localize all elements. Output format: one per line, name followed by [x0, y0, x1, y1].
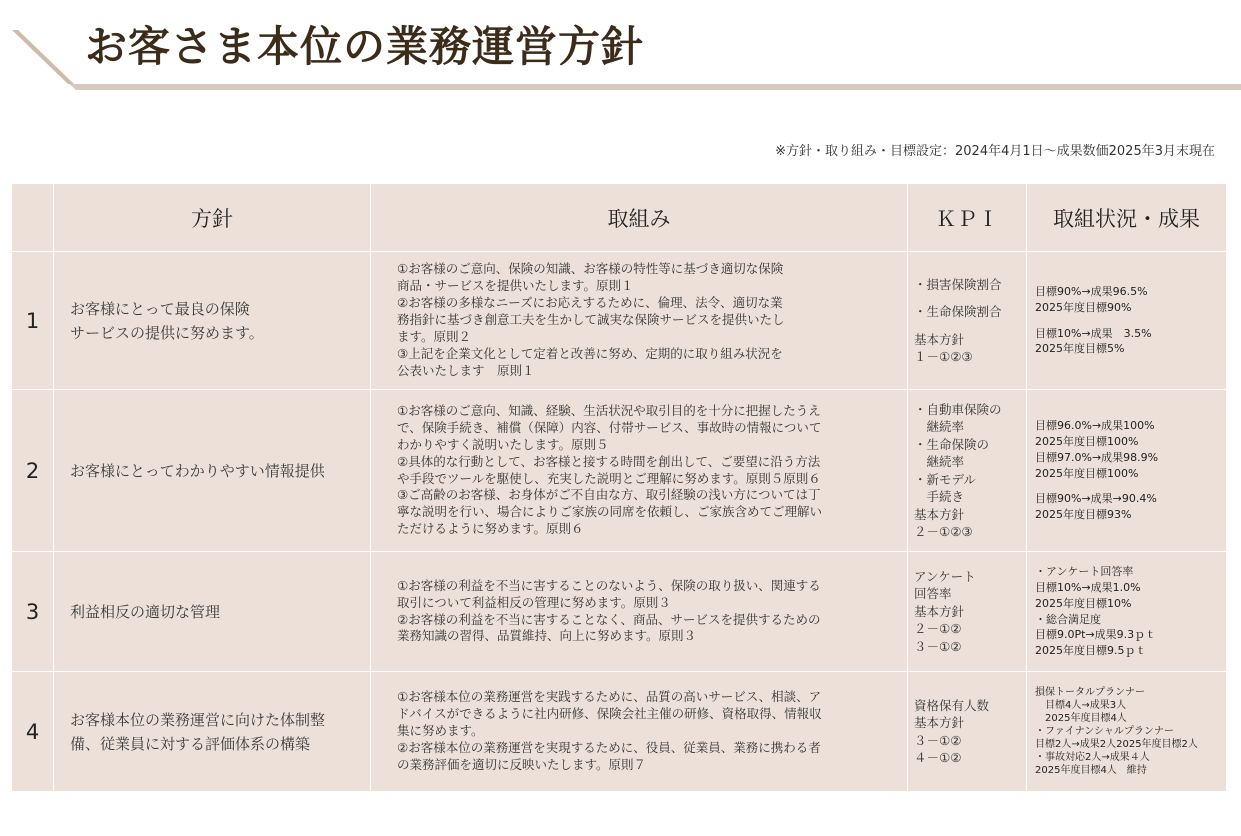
kpi-line: ・生命保険割合 — [914, 304, 1002, 319]
kpi-line — [914, 321, 1022, 331]
kpi-line: ・損害保険割合 — [914, 276, 1002, 292]
action-line: ③ご高齢のお客様、お身体がご不自由な方、取引経験の浅い方については丁 — [397, 487, 821, 503]
result-line — [1035, 481, 1222, 491]
kpi-line: ・新モデル — [914, 471, 976, 487]
action-line: ただけるように努めます。原則６ — [397, 521, 584, 537]
table-row — [12, 672, 1227, 792]
row-number: 2 — [12, 390, 54, 552]
action-line: で、保険手続き、補償（保障）内容、付帯サービス、事故時の情報について — [397, 419, 822, 435]
result-line: 2025年度目標93% — [1035, 508, 1132, 522]
policy-table — [11, 183, 1227, 792]
result-line: 2025年度目標4人 維持 — [1035, 765, 1147, 776]
action-line: ②具体的な行動として、お客様と接する時間を創出して、ご要望に沿う方法 — [397, 453, 821, 469]
action-line: や手段でツールを駆使し、充実した説明とご理解に努めます。原則５原則６ — [397, 470, 821, 486]
title-slash-line — [12, 30, 74, 84]
kpi-line: 基本方針 — [914, 715, 965, 730]
action-cell — [371, 390, 908, 552]
result-line: 2025年度目標5% — [1035, 342, 1125, 356]
kpi-line: １－①②③ — [914, 349, 973, 364]
kpi-cell — [908, 672, 1027, 792]
result-line: 目標97.0%→成果98.9% — [1035, 450, 1159, 464]
result-line: 2025年度目標100% — [1035, 434, 1139, 448]
result-line: 目標9.0Pt→成果9.3ｐｔ — [1035, 628, 1157, 642]
action-line: 業務知識の習得、品質維持、向上に努めます。原則３ — [397, 628, 697, 644]
result-cell — [1027, 390, 1227, 552]
policy-cell — [54, 672, 371, 792]
policy-line: お客様にとって最良の保険 — [70, 299, 250, 318]
kpi-line: ２－①② — [914, 621, 962, 637]
action-cell — [371, 672, 908, 792]
result-line: 2025年度目標10% — [1035, 596, 1132, 610]
action-line: ドバイスができるように社内研修、保険会社主催の研修、資格取得、情報収 — [397, 706, 822, 722]
result-line: ・事故対応2人→成果４人 — [1035, 752, 1150, 763]
result-cell — [1027, 552, 1227, 672]
kpi-line: 基本方針 — [914, 331, 965, 347]
policy-cell — [54, 390, 371, 552]
period-note: ※方針・取り組み・目標設定：2024年4月1日～成果数価2025年3月末現在 — [775, 144, 1215, 159]
kpi-line: ２－①②③ — [914, 524, 973, 539]
header-result: 取組状況・成果 — [1027, 184, 1227, 252]
policy-line: サービスの提供に努めます。 — [70, 323, 264, 342]
result-line: 目標4人→成果3人 — [1035, 700, 1127, 711]
kpi-line: 手続き — [914, 489, 965, 504]
result-cell — [1027, 252, 1227, 390]
header-kpi: ＫＰＩ — [908, 184, 1027, 252]
kpi-line: 継続率 — [914, 419, 965, 434]
action-line: ②お客様の多様なニーズにお応えするために、倫理、法令、適切な業 — [397, 295, 783, 311]
action-line: ②お客様の利益を不当に害することなく、商品、サービスを提供するための — [397, 611, 821, 627]
action-line: 寧な説明を行い、場合によりご家族の同席を依頼し、ご家族含めてご理解い — [397, 504, 823, 520]
action-cell — [371, 552, 908, 672]
kpi-line: ３－①② — [914, 638, 962, 654]
kpi-line: 継続率 — [914, 454, 965, 469]
table-header-row — [12, 184, 1227, 252]
kpi-cell — [908, 390, 1027, 552]
kpi-line — [914, 293, 1022, 303]
kpi-line: ４－①② — [914, 750, 962, 765]
kpi-line: 回答率 — [914, 586, 952, 602]
table-row — [12, 552, 1227, 672]
policy-line: 利益相反の適切な管理 — [70, 602, 221, 621]
kpi-line: ・自動車保険の — [914, 401, 1002, 417]
result-line: 2025年度目標100% — [1035, 466, 1139, 480]
action-line: の業務評価を適切に反映いたします。原則７ — [397, 756, 647, 772]
action-line: ①お客様のご意向、知識、経験、生活状況や取引目的を十分に把握したうえ — [397, 403, 821, 418]
result-line: 損保トータルプランナー — [1035, 687, 1145, 698]
policy-line: お客様本位の業務運営に向けた体制整 — [70, 710, 326, 729]
result-line — [1035, 316, 1222, 326]
result-line: ・ファイナンシャルプランナー — [1035, 726, 1174, 737]
kpi-line: 基本方針 — [914, 506, 965, 522]
action-line: 集に努めます。 — [397, 723, 484, 739]
action-cell — [371, 252, 908, 390]
table-body — [12, 252, 1227, 792]
kpi-cell — [908, 552, 1027, 672]
page-title: お客さま本位の業務運営方針 — [85, 22, 645, 71]
action-line: ①お客様のご意向、保険の知識、お客様の特性等に基づき適切な保険 — [397, 261, 784, 277]
action-line: 取引について利益相反の管理に努めます。原則３ — [397, 594, 671, 610]
policy-cell — [54, 252, 371, 390]
result-line: 目標10%→成果1.0% — [1035, 580, 1141, 594]
header-number — [12, 184, 54, 252]
row-number: 1 — [12, 252, 54, 390]
kpi-line: 資格保有人数 — [914, 697, 990, 713]
result-line: 目標96.0%→成果100% — [1035, 418, 1155, 432]
kpi-cell — [908, 252, 1027, 390]
result-line: 2025年度目標90% — [1035, 300, 1132, 314]
row-number: 3 — [12, 552, 54, 672]
action-line: 務指針に基づき創意工夫を生かして誠実な保険サービスを提供いたし — [397, 312, 785, 328]
table-row — [12, 252, 1227, 390]
result-line: 目標10%→成果 3.5% — [1035, 326, 1152, 340]
row-number: 4 — [12, 672, 54, 792]
result-line: 2025年度目標4人 — [1035, 713, 1127, 724]
kpi-line: ３－①② — [914, 732, 962, 748]
result-cell — [1027, 672, 1227, 792]
kpi-line: アンケート — [914, 568, 976, 584]
header-action: 取組み — [371, 184, 908, 252]
action-line: ②お客様本位の業務運営を実現するために、役員、従業員、業務に携わる者 — [397, 739, 821, 755]
result-line: ・総合満足度 — [1035, 612, 1101, 626]
action-line: ①お客様の利益を不当に害することのないよう、保険の取り扱い、関連する — [397, 577, 821, 593]
policy-line: 備、従業員に対する評価体系の構築 — [70, 734, 311, 753]
kpi-line: ・生命保険の — [914, 436, 990, 452]
action-line: 商品・サービスを提供いたします。原則１ — [397, 278, 634, 294]
policy-line: お客様にとってわかりやすい情報提供 — [70, 461, 325, 480]
action-line: ③上記を企業文化として定着と改善に努め、定期的に取り組み状況を — [397, 345, 783, 361]
result-line: 2025年度目標9.5ｐｔ — [1035, 644, 1147, 658]
action-line: ①お客様本位の業務運営を実践するために、品質の高いサービス、相談、ア — [397, 689, 822, 705]
result-line: 目標2人→成果2人2025年度目標2人 — [1035, 739, 1198, 750]
action-line: 公表いたします 原則１ — [397, 362, 535, 378]
table-row — [12, 390, 1227, 552]
result-line: 目標90%→成果96.5% — [1035, 284, 1148, 298]
header-policy: 方針 — [54, 184, 371, 252]
result-line: ・アンケート回答率 — [1035, 564, 1134, 578]
action-line: わかりやすく説明いたします。原則５ — [397, 436, 609, 452]
result-line: 目標90%→成果→90.4% — [1035, 492, 1157, 506]
action-line: ます。原則２ — [397, 328, 472, 344]
policy-cell — [54, 552, 371, 672]
kpi-line: 基本方針 — [914, 603, 965, 619]
